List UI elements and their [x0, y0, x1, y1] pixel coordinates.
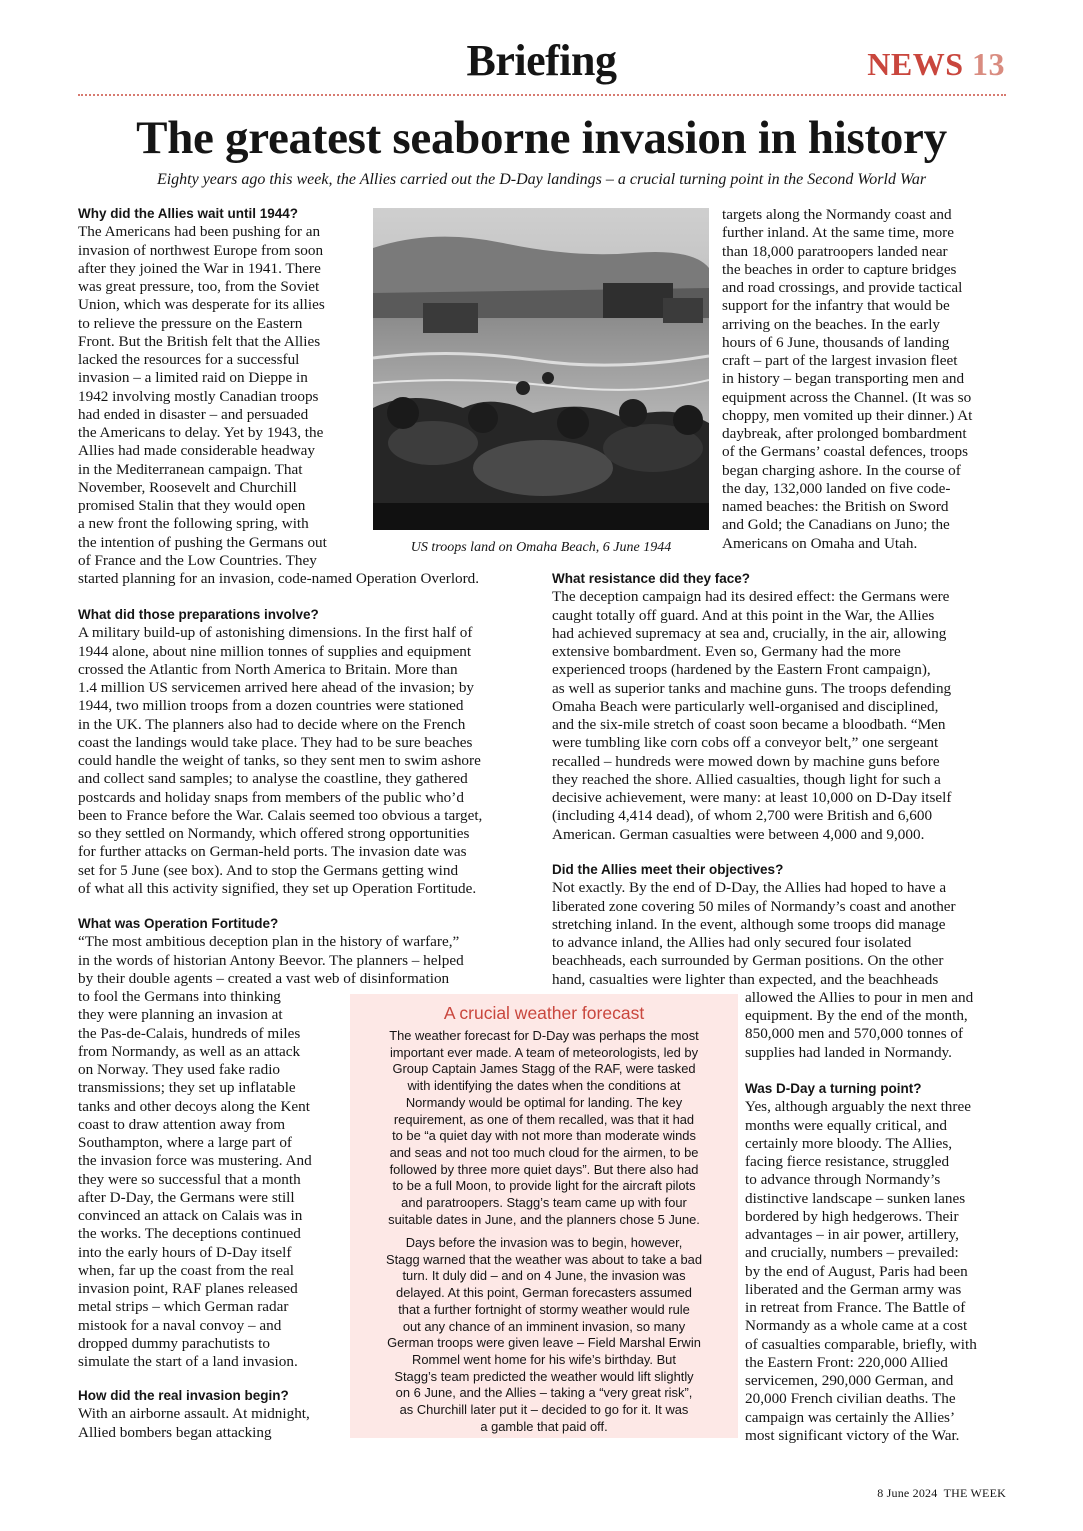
text-line: in the UK. The planners also had to decide where on the French — [78, 715, 466, 733]
text-line: Omaha Beach were particularly well-organised and disciplined, — [552, 697, 939, 715]
text-line: by their double agents – created a vast web of disinformation — [78, 969, 450, 987]
box-text-line: German troops were given leave – Field Marshal Erwin — [387, 1335, 701, 1351]
section-body — [78, 624, 548, 898]
text-line: “The most ambitious deception plan in the history of warfare,” — [78, 933, 460, 951]
text-line: and Gold; the Canadians on Juno; the — [722, 516, 950, 534]
text-line: when, far up the coast from the real — [78, 1261, 294, 1279]
box-text-line: delayed. At this point, German forecasters assumed — [396, 1285, 692, 1301]
text-line: November, Roosevelt and Churchill — [78, 478, 297, 496]
text-line: coast to draw attention away from — [78, 1115, 286, 1133]
text-line: coast the landings would take place. They had to be sure beaches — [78, 733, 473, 751]
text-line: transmissions; they set up inflatable — [78, 1079, 296, 1097]
box-text-line: to be a full Moon, to provide light for the aircraft pilots — [392, 1178, 696, 1194]
text-line: in retreat from France. The Battle of — [745, 1299, 966, 1316]
text-line: (including 4,414 dead), of whom 2,700 were British and 6,600 — [552, 807, 933, 825]
text-line: 850,000 men and 570,000 tonnes of — [745, 1025, 964, 1043]
issue-date: 8 June 2024 — [877, 1486, 938, 1500]
text-line: to advance through Normandy’s — [745, 1171, 941, 1189]
text-line: beachheads, each surrounded by German positions. On the other — [552, 952, 944, 970]
text-line: hours of 6 June, thousands of landing — [722, 333, 950, 351]
box-paragraph-2 — [350, 1235, 738, 1435]
text-line: to advance inland, the Allies had only secured four isolated — [552, 934, 912, 951]
text-line: postcards and holiday snaps from members of the public who’d — [78, 788, 464, 806]
text-line: mistook for a naval convoy – and — [78, 1316, 282, 1334]
text-line: certainly more bloody. The Allies, — [745, 1134, 953, 1152]
section-body — [722, 206, 1012, 553]
section-label — [867, 44, 1005, 84]
text-line: the works. The deceptions continued — [78, 1225, 301, 1243]
text-line: Front. But the British felt that the Allies — [78, 332, 321, 350]
box-text-line: on 6 June, and the Allies – taking a “very great risk”, — [395, 1385, 693, 1401]
text-line: supplies had landed in Normandy. — [745, 1043, 952, 1061]
text-line: were tumbling like corn cobs off a conveyor belt,” one sergeant — [552, 734, 939, 752]
text-line: equipment across the Channel. (It was so — [722, 388, 972, 406]
text-line: after D-Day, the Germans were still — [78, 1188, 295, 1206]
text-line: 1942 involving mostly Canadian troops — [78, 387, 319, 405]
article-standfirst: Eighty years ago this week, the Allies carried out the D-Day landings – a crucial turning point in the Second World War — [156, 171, 927, 188]
text-line: and collect sand samples; to analyse the coastline, they gathered — [78, 770, 468, 788]
text-line: choppy, men vomited up their dinner.) At — [722, 406, 973, 424]
text-line: liberated and the German army was — [745, 1280, 962, 1298]
text-line: been to France before the War. Calais seemed too obvious a target, — [78, 806, 483, 824]
page-number: 13 — [972, 46, 1005, 82]
text-line: they were planning an invasion at — [78, 1006, 283, 1024]
text-line: on Norway. They used fake radio — [78, 1061, 281, 1078]
section-body — [745, 1098, 1015, 1445]
text-line: by the end of August, Paris had been — [745, 1262, 968, 1280]
text-line: Allied bombers began attacking — [78, 1423, 272, 1441]
text-line: the day, 132,000 landed on five code- — [722, 479, 951, 497]
text-line: bordered by high hedgerows. Their — [745, 1207, 959, 1225]
box-text-line: Group Captain James Stagg of the RAF, were tasked — [392, 1061, 696, 1077]
text-line: 1.4 million US servicemen arrived here ahead of the invasion; by — [78, 679, 475, 696]
text-line: distinctive landscape – sunken lanes — [745, 1189, 966, 1207]
box-text-line: Normandy would be optimal for landing. The key — [405, 1094, 683, 1110]
text-line: the invasion force was mustering. And — [78, 1152, 312, 1170]
box-text-line: a gamble that paid off. — [480, 1418, 608, 1434]
text-line: Yes, although arguably the next three — [745, 1098, 971, 1116]
text-line: so they settled on Normandy, which offered strong opportunities — [78, 825, 470, 842]
section-turning-point — [745, 1080, 1015, 1445]
text-line: the Pas-de-Calais, hundreds of miles — [78, 1024, 301, 1042]
text-line: as well as superior tanks and machine guns. The troops defending — [552, 679, 952, 697]
text-line: to fool the Germans into thinking — [78, 988, 281, 1005]
text-line: targets along the Normandy coast and — [722, 206, 952, 223]
section-body — [552, 588, 1012, 844]
text-line: 1944 alone, about nine million tonnes of supplies and equipment — [78, 642, 472, 660]
text-line: invasion point, RAF planes released — [78, 1280, 298, 1297]
box-text-line: Days before the invasion was to begin, however, — [405, 1235, 683, 1250]
text-line: 1944, two million troops from a dozen countries were stationed — [78, 697, 464, 715]
photo-caption: US troops land on Omaha Beach, 6 June 1944 — [410, 540, 672, 555]
text-line: dropped dummy parachutists to — [78, 1334, 270, 1352]
text-line: hand, casualties were lighter than expected, and the beachheads — [552, 970, 939, 988]
box-text-line: requirement, as one of them recalled, was that it had — [393, 1111, 695, 1127]
text-line: a new front the following spring, with — [78, 515, 309, 533]
box-text-line: as Churchill later put it – decided to go for it. It was — [399, 1402, 689, 1418]
box-text-line: out any chance of an imminent invasion, so many — [402, 1318, 686, 1334]
section-heading: Why did the Allies wait until 1944? — [78, 206, 299, 221]
text-line: named beaches: the British on Sword — [722, 498, 949, 515]
text-line: 20,000 French civilian deaths. The — [745, 1390, 956, 1408]
text-line: decisive achievement, were many: at least 10,000 on D-Day itself — [552, 789, 952, 806]
publication-name: THE WEEK — [943, 1486, 1006, 1500]
text-line: The deception campaign had its desired effect: the Germans were — [552, 588, 950, 606]
text-line: of casualties comparable, briefly, with — [745, 1335, 977, 1353]
text-line: set for 5 June (see box). And to stop the Germans getting wind — [78, 861, 459, 879]
box-text-line: to be “a quiet day with not more than moderate winds — [392, 1128, 696, 1144]
text-line: the Eastern Front: 220,000 Allied — [745, 1353, 948, 1371]
text-line: and road crossings, and provide tactical — [722, 279, 963, 296]
text-line: the intention of pushing the Germans out — [78, 533, 327, 551]
text-line: than 18,000 paratroopers landed near — [722, 242, 948, 260]
box-text-line: Stagg’s team predicted the weather would lift slightly — [394, 1368, 694, 1384]
box-text-line: and seas and not too much cloud for the airmen, to be — [389, 1144, 699, 1160]
text-line: metal strips – which German radar — [78, 1298, 289, 1316]
box-text-line: followed by three more quiet days”. But there also had — [389, 1161, 699, 1177]
text-line: began charging ashore. In the course of — [722, 461, 961, 479]
section-resistance — [552, 570, 1012, 844]
text-line: to relieve the pressure on the Eastern — [78, 314, 303, 332]
section-heading: What did those preparations involve? — [78, 607, 319, 622]
section-preparations — [78, 606, 548, 898]
text-line: promised Stalin that they would open — [78, 497, 306, 514]
text-line: convinced an attack on Calais was in — [78, 1207, 303, 1224]
box-paragraph-1 — [350, 1028, 738, 1228]
text-line: daybreak, after prolonged bombardment — [722, 425, 967, 442]
section-heading: Was D-Day a turning point? — [745, 1081, 922, 1096]
box-text-line: Stagg warned that the weather was about to take a bad — [385, 1251, 703, 1267]
text-line: allowed the Allies to pour in men and — [745, 988, 974, 1006]
text-line: caught totally off guard. And at this point in the War, the Allies — [552, 606, 935, 624]
section-heading: How did the real invasion begin? — [78, 1388, 289, 1403]
box-text-line: The weather forecast for D-Day was perhaps the most — [389, 1028, 699, 1043]
text-line: into the early hours of D-Day itself — [78, 1243, 292, 1261]
section-heading: Did the Allies meet their objectives? — [552, 862, 784, 877]
text-line: Allies had made considerable headway — [78, 442, 316, 460]
text-line: campaign was certainly the Allies’ — [745, 1408, 956, 1426]
text-line: started planning for an invasion, code-named Operation Overlord. — [78, 570, 480, 587]
box-text-line: and paratroopers. Stagg’s team came up with four — [401, 1195, 687, 1211]
box-text-line: Rommel went home for his wife’s birthday. But — [412, 1351, 676, 1367]
text-line: arriving on the beaches. In the early — [722, 315, 941, 333]
text-line: could handle the weight of tanks, so they sent men to swim ashore — [78, 752, 481, 769]
text-line: With an airborne assault. At midnight, — [78, 1405, 310, 1423]
box-title: A crucial weather forecast — [443, 1003, 645, 1023]
text-line: liberated zone covering 50 miles of Normandy’s coast and another — [552, 897, 956, 915]
section-heading: What resistance did they face? — [552, 571, 751, 586]
text-line: lacked the resources for a successful — [78, 351, 300, 368]
text-line: of France and the Low Countries. They — [78, 551, 317, 569]
text-line: of what all this activity signified, they set up Operation Fortitude. — [78, 879, 477, 897]
box-text-line: with identifying the dates when the conditions at — [407, 1078, 681, 1094]
text-line: servicemen, 290,000 German, and — [745, 1372, 954, 1389]
text-line: invasion of northwest Europe from soon — [78, 241, 324, 259]
text-line: facing fierce resistance, struggled — [745, 1153, 950, 1170]
box-text-line: turn. It duly did – and on 4 June, the invasion was — [402, 1268, 686, 1284]
box-text-line: that a further fortnight of stormy weather would rule — [398, 1301, 690, 1317]
text-line: they were so successful that a month — [78, 1170, 301, 1188]
text-line: in the Mediterranean campaign. That — [78, 460, 303, 478]
text-line: simulate the start of a land invasion. — [78, 1353, 298, 1370]
box-text-line: important ever made. A team of meteorologists, led by — [389, 1044, 699, 1060]
text-line: experienced troops (hardened by the Eastern Front campaign), — [552, 661, 931, 679]
text-line: A military build-up of astonishing dimensions. In the first half of — [78, 624, 473, 642]
text-line: recalled – hundreds were mowed down by machine guns before — [552, 752, 940, 770]
text-line: The Americans had been pushing for an — [78, 223, 321, 241]
text-line: Southampton, where a large part of — [78, 1134, 292, 1151]
text-line: the beaches in order to capture bridges — [722, 260, 957, 278]
text-line: after they joined the War in 1941. There — [78, 259, 321, 277]
text-line: craft – part of the largest invasion fleet — [722, 352, 958, 369]
text-line: extensive bombardment. Even so, Germany had the more — [552, 643, 901, 660]
text-line: tanks and other decoys along the Kent — [78, 1097, 310, 1115]
section-invasion-continued — [722, 206, 1012, 553]
page-header-title: Briefing — [466, 36, 617, 85]
text-line: months were equally critical, and — [745, 1116, 948, 1134]
text-line: in history – began transporting men and — [722, 370, 965, 388]
text-line: Americans on Omaha and Utah. — [722, 534, 918, 552]
text-line: had achieved supremacy at sea and, crucially, in the air, allowing — [552, 624, 947, 642]
text-line: they reached the shore. Allied casualties, though light for such a — [552, 770, 941, 788]
text-line: in the words of historian Antony Beevor. The planners – helped — [78, 951, 464, 969]
text-line: most significant victory of the War. — [745, 1426, 960, 1444]
text-line: Normandy as a whole came at a cost — [745, 1317, 968, 1335]
text-line: further inland. At the same time, more — [722, 224, 954, 242]
page-footer — [877, 1485, 1006, 1501]
text-line: of the Germans’ coastal defences, troops — [722, 443, 968, 461]
article-headline: The greatest seaborne invasion in history — [136, 112, 947, 164]
box-text-line: suitable dates in June, and the planners chose 5 June. — [388, 1211, 700, 1227]
text-line: and crucially, numbers – prevailed: — [745, 1244, 959, 1262]
text-line: was great pressure, too, from the Soviet — [78, 278, 320, 295]
text-line: and the six-mile stretch of coast soon became a bloodbath. “Men — [552, 716, 946, 733]
text-line: for further attacks on German-held ports. The invasion date was — [78, 843, 467, 861]
text-line: from Normandy, as well as an attack — [78, 1042, 301, 1060]
text-line: Not exactly. By the end of D-Day, the Allies had hoped to have a — [552, 879, 947, 897]
text-line: invasion – a limited raid on Dieppe in — [78, 369, 308, 387]
text-line: the Americans to delay. Yet by 1943, the — [78, 424, 324, 441]
section-heading: What was Operation Fortitude? — [78, 916, 279, 931]
weather-forecast-box — [350, 994, 738, 1438]
text-line: American. German casualties were between 4,000 and 9,000. — [552, 825, 925, 843]
section-body — [78, 1405, 348, 1442]
text-line: crossed the Atlantic from North America to Britain. More than — [78, 660, 458, 678]
text-line: advantages – in air power, artillery, — [745, 1226, 959, 1243]
section-word: NEWS — [867, 46, 964, 82]
text-line: had ended in disaster – and persuaded — [78, 405, 309, 423]
text-line: stretching inland. In the event, although some troops did manage — [552, 915, 946, 933]
text-line: support for the infantry that would be — [722, 297, 950, 315]
section-invasion-begin — [78, 1387, 348, 1442]
text-line: Union, which was desperate for its allies — [78, 296, 325, 314]
text-line: equipment. By the end of the month, — [745, 1007, 968, 1024]
header-divider — [78, 94, 1006, 96]
